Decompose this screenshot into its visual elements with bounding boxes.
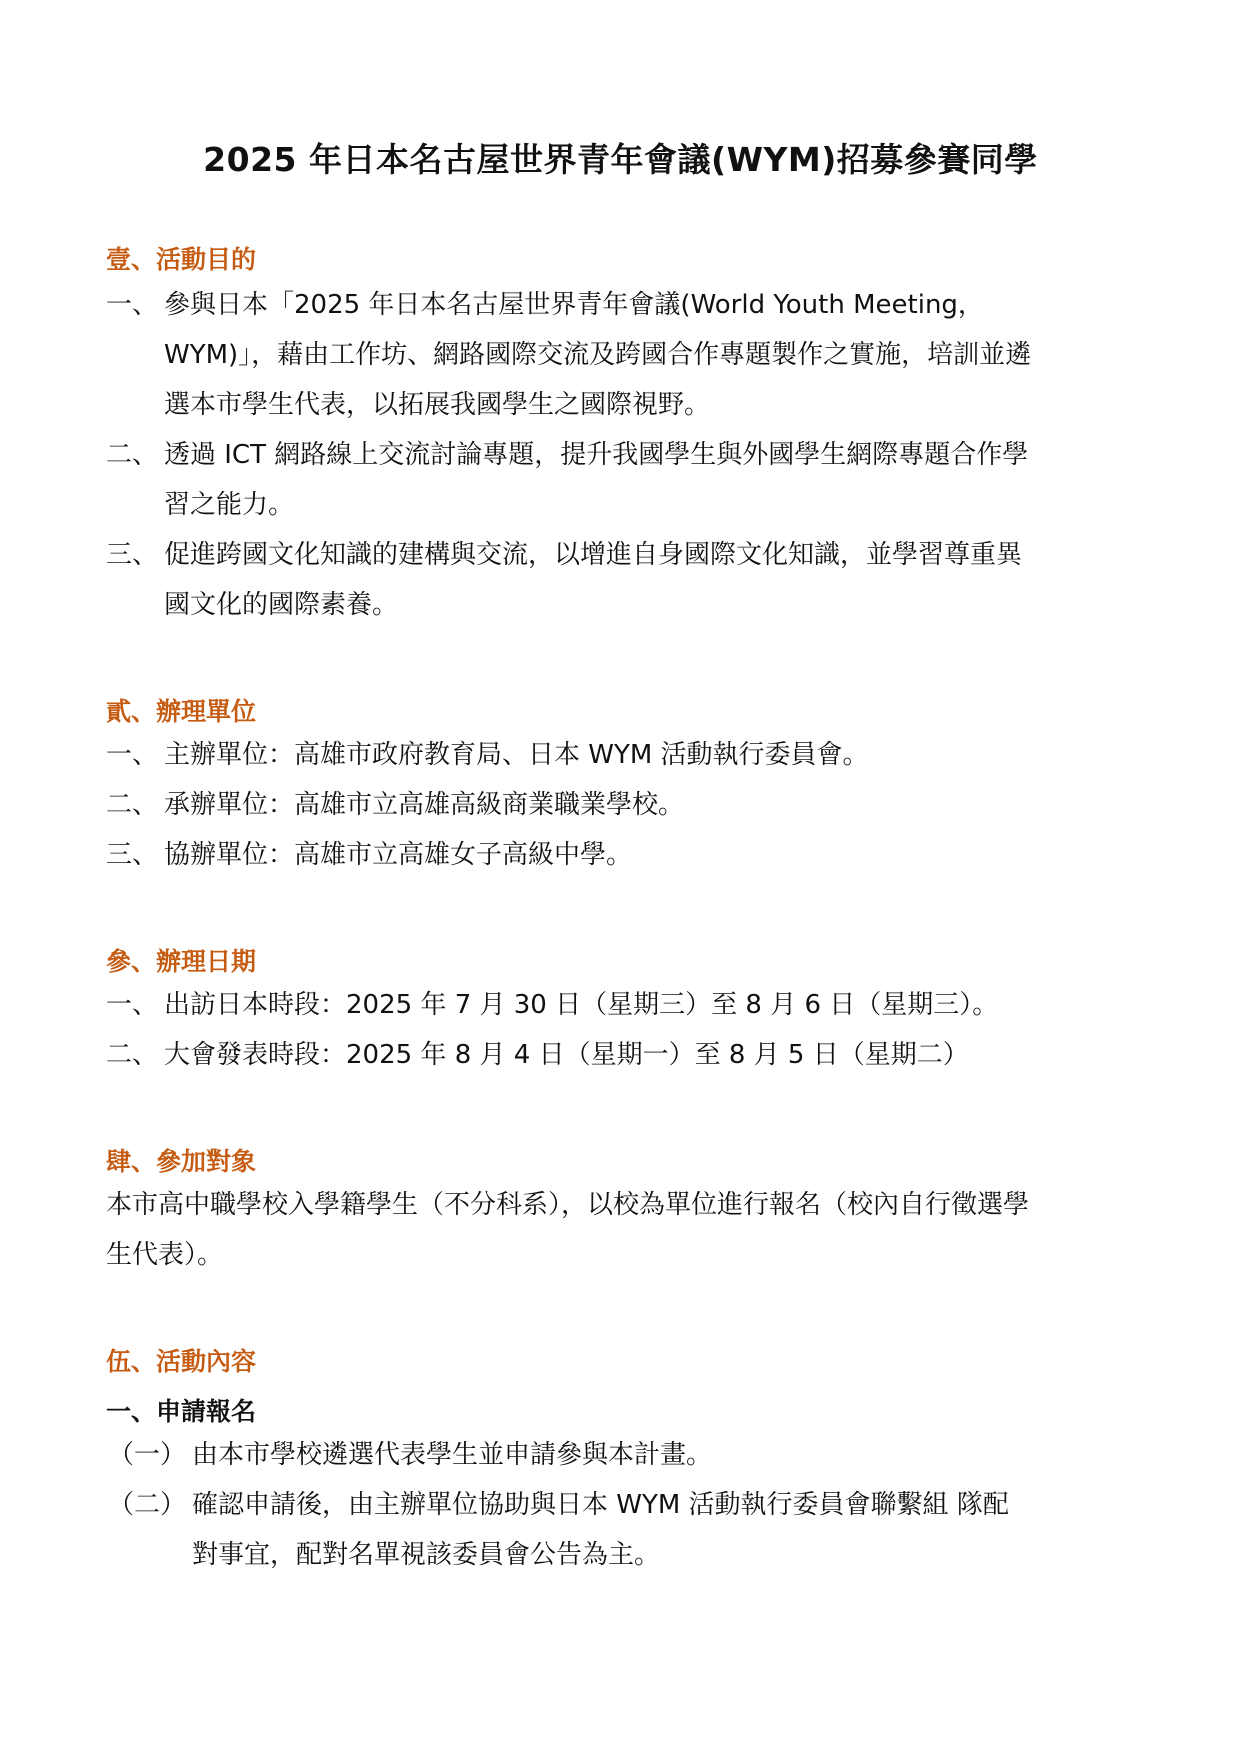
section-heading-participants: 肆、參加對象 bbox=[106, 1147, 257, 1176]
list-item-line: WYM)」，藉由工作坊、網路國際交流及跨國合作專題製作之實施，培訓並遴 bbox=[164, 340, 1032, 370]
list-item-line: 主辦單位：高雄市政府教育局、日本 WYM 活動執行委員會。 bbox=[164, 740, 869, 770]
list-item-line: 習之能力。 bbox=[164, 490, 295, 520]
list-item-line: 確認申請後，由主辦單位協助與日本 WYM 活動執行委員會聯繫組 隊配 bbox=[192, 1490, 1009, 1520]
list-number: 二、 bbox=[106, 440, 159, 470]
list-number: （二） bbox=[108, 1490, 187, 1520]
list-item-line: 協辦單位：高雄市立高雄女子高級中學。 bbox=[164, 840, 633, 870]
list-number: 一、 bbox=[106, 740, 159, 770]
list-number: 三、 bbox=[106, 540, 159, 570]
list-item-line: 促進跨國文化知識的建構與交流，以增進自身國際文化知識，並學習尊重異 bbox=[164, 540, 1023, 570]
list-number: 三、 bbox=[106, 840, 159, 870]
section-heading-content: 伍、活動內容 bbox=[106, 1347, 257, 1376]
list-item-line: 出訪日本時段：2025 年 7 月 30 日（星期三）至 8 月 6 日（星期三）。 bbox=[164, 990, 999, 1020]
section-heading-purpose: 壹、活動目的 bbox=[106, 245, 257, 274]
list-number: 一、 bbox=[106, 990, 159, 1020]
list-number: 一、 bbox=[106, 290, 159, 320]
section-heading-dates: 參、辦理日期 bbox=[106, 947, 257, 976]
list-item-line: 國文化的國際素養。 bbox=[164, 590, 399, 620]
list-item-line: 大會發表時段：2025 年 8 月 4 日（星期一）至 8 月 5 日（星期二） bbox=[164, 1040, 969, 1070]
paragraph-line: 本市高中職學校入學籍學生（不分科系），以校為單位進行報名（校內自行徵選學 bbox=[106, 1190, 1030, 1220]
list-item-line: 由本市學校遴選代表學生並申請參與本計畫。 bbox=[192, 1440, 713, 1470]
list-item-line: 選本市學生代表，以拓展我國學生之國際視野。 bbox=[164, 390, 711, 420]
subsection-heading-registration: 一、申請報名 bbox=[106, 1397, 257, 1426]
list-item-line: 透過 ICT 網路線上交流討論專題，提升我國學生與外國學生網際專題合作學 bbox=[164, 440, 1029, 470]
list-number: （一） bbox=[108, 1440, 187, 1470]
paragraph-line: 生代表）。 bbox=[106, 1240, 224, 1270]
list-number: 二、 bbox=[106, 790, 159, 820]
section-heading-organizers: 貳、辦理單位 bbox=[106, 697, 257, 726]
list-item-line: 承辦單位：高雄市立高雄高級商業職業學校。 bbox=[164, 790, 685, 820]
list-item-line: 對事宜，配對名單視該委員會公告為主。 bbox=[192, 1540, 661, 1570]
list-item-line: 參與日本「2025 年日本名古屋世界青年會議(World Youth Meeting， bbox=[164, 290, 984, 320]
document-title: 2025 年日本名古屋世界青年會議(WYM)招募參賽同學 bbox=[203, 140, 1038, 179]
list-number: 二、 bbox=[106, 1040, 159, 1070]
